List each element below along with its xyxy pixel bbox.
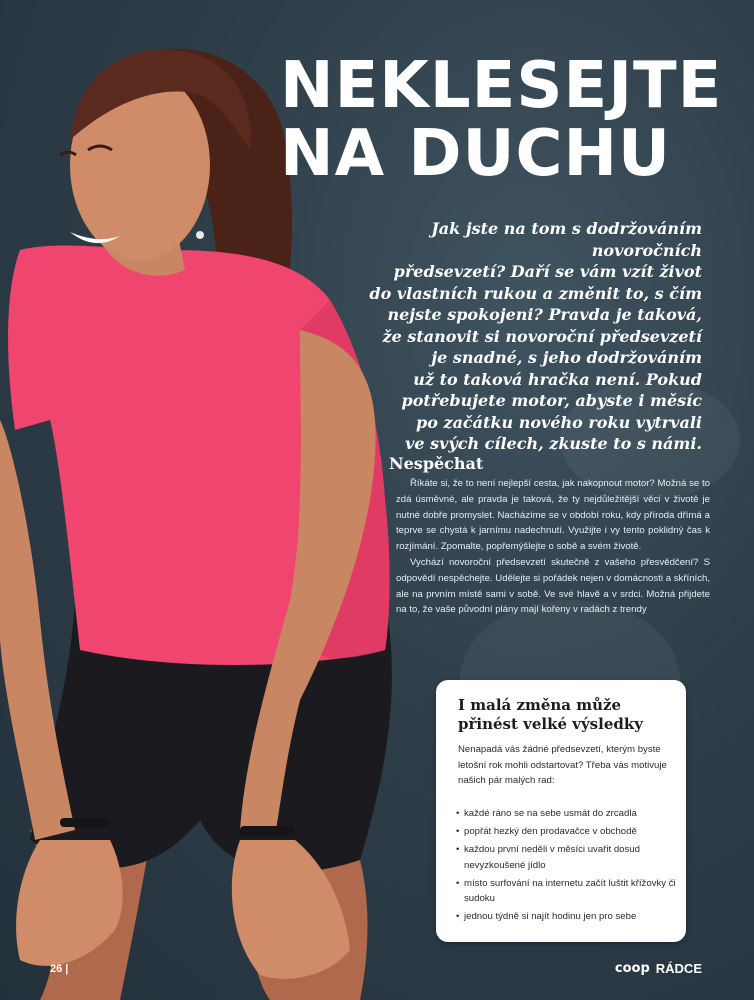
bullet-icon: • — [456, 911, 460, 923]
article-body — [396, 476, 710, 618]
body-paragraph: Vychází novoroční předsevzetí skutečně z vašeho přesvědčení? S odpovědí nespěchejte. Udělejte si pořádek nejen v domácnosti a skříních, ale na prvním místě sami v sobě. Ve své hlavě a v srdci. Možná přijdete na to, že vaše původní plány mají kořeny v radách z trendy — [396, 556, 710, 616]
list-item-text: každé ráno se na sebe usmát do zrcadla — [464, 808, 637, 819]
list-item — [456, 824, 682, 840]
intro-paragraph — [342, 218, 702, 455]
list-item-text: místo surfování na internetu začít luštit křížovky či sudoku — [464, 877, 676, 905]
intro-line: do vlastních rukou a změnit to, s čím — [369, 283, 702, 303]
bullet-icon: • — [456, 808, 460, 819]
box-intro: Nenapadá vás žádné předsevzetí, kterým byste letošní rok mohli odstartovat? Třeba vás motivuje našich pár malých rad: — [458, 744, 667, 787]
intro-line: Jak jste na tom s dodržováním novoročních — [431, 219, 702, 260]
tips-box — [436, 680, 686, 942]
list-item — [456, 909, 682, 925]
brand-name: RÁDCE — [655, 961, 702, 976]
list-item-text: jednou týdně si najít hodinu jen pro sebe — [464, 911, 637, 923]
list-item — [456, 842, 682, 873]
list-item — [456, 806, 682, 822]
list-item — [456, 876, 682, 907]
body-paragraph: Říkáte si, že to není nejlepší cesta, jak nakopnout motor? Možná se to zdá úsměvné, ale pravda je taková, že ty nejdůležitější věci v životě je nutné dobře promyslet. Nacházíme se v období roku, kdy příroda dřímá a teprve se chystá k jarnímu nadechnutí. Využijte i vy tento poklidný čas k rozjímání. Zpomalte, popřemýšlejte o sobě a svém životě. — [396, 478, 710, 553]
bullet-icon: • — [456, 843, 460, 855]
coop-logo: coop — [614, 961, 650, 976]
intro-line: už to taková hračka není. Pokud — [413, 369, 702, 389]
section-heading: Nespěchat — [389, 454, 484, 473]
list-item-text: každou první neděli v měsíci uvařit dosud nevyzkoušené jídlo — [464, 843, 640, 871]
page-title — [280, 49, 740, 191]
intro-line: že stanovit si novoroční předsevzetí — [382, 326, 702, 346]
intro-line: potřebujete motor, abyste i měsíc — [401, 391, 702, 410]
intro-line: ve svých cílech, zkuste to s námi. — [405, 434, 702, 453]
intro-line: předsevzetí? Daří se vám vzít život — [393, 262, 702, 281]
bullet-icon: • — [456, 877, 460, 889]
title-line: NEKLESEJTE — [280, 49, 723, 123]
intro-line: je snadné, s jeho dodržováním — [431, 348, 702, 367]
page-number: 26 | — [50, 963, 69, 975]
intro-line: nejste spokojeni? Pravda je taková, — [387, 305, 702, 324]
title-line: NA DUCHU — [280, 117, 671, 191]
box-title: I malá změna může přinést velké výsledky — [458, 696, 643, 733]
brand-footer — [615, 961, 702, 976]
list-item-text: popřát hezký den prodavačce v obchodě — [464, 825, 637, 837]
intro-line: po začátku nového roku vytrvali — [416, 412, 702, 432]
bullet-icon: • — [456, 825, 460, 837]
tips-list — [456, 806, 682, 927]
